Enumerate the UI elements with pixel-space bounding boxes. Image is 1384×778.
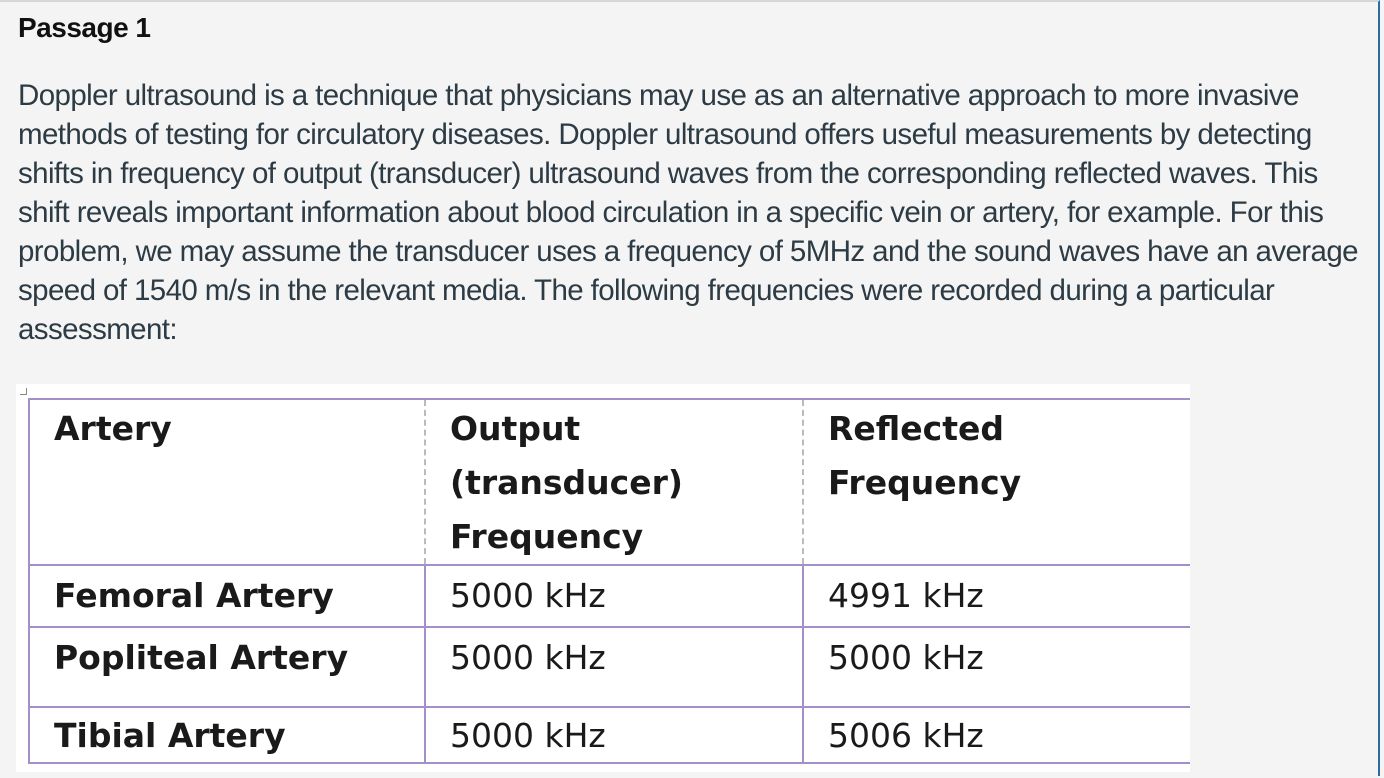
passage-heading: Passage 1 [18,12,151,43]
table-row [29,627,1190,707]
header-artery [29,399,425,565]
corner-mark-icon [20,388,27,395]
header-reflected-frequency [803,399,1190,565]
header-line: Frequency [450,517,644,556]
artery-cell: Popliteal Artery [29,627,425,707]
table-row [29,707,1190,763]
frequency-table-image [16,384,1190,772]
passage-text: Doppler ultrasound is a technique that physicians may use as an alternative approach to more invasive methods of testing for circulatory diseases. Doppler ultrasound offers useful measurements by detecting shifts in frequency of output (transducer) ultrasound waves from the corresponding reflected waves. This shift reveals important information about blood circulation in a specific vein or artery, for example. For this problem, we may assume the transducer uses a frequency of 5MHz and the sound waves have an average speed of 1540 m/s in the relevant media. The following frequencies were recorded during a particular assessment: [18,79,1358,346]
output-cell: 5000 kHz [425,565,803,627]
frequency-table [28,398,1190,764]
reflected-cell: 5006 kHz [803,707,1190,763]
artery-cell: Tibial Artery [29,707,425,763]
header-line: Reflected [828,409,1004,448]
table-header-row [29,399,1190,565]
header-line: Output [450,409,581,448]
table-row [29,565,1190,627]
reflected-cell: 5000 kHz [803,627,1190,707]
reflected-cell: 4991 kHz [803,565,1190,627]
header-line: Frequency [828,463,1022,502]
header-line: Artery [54,409,172,448]
header-output-frequency [425,399,803,565]
artery-cell: Femoral Artery [29,565,425,627]
output-cell: 5000 kHz [425,627,803,707]
output-cell: 5000 kHz [425,707,803,763]
header-line: (transducer) [450,463,683,502]
